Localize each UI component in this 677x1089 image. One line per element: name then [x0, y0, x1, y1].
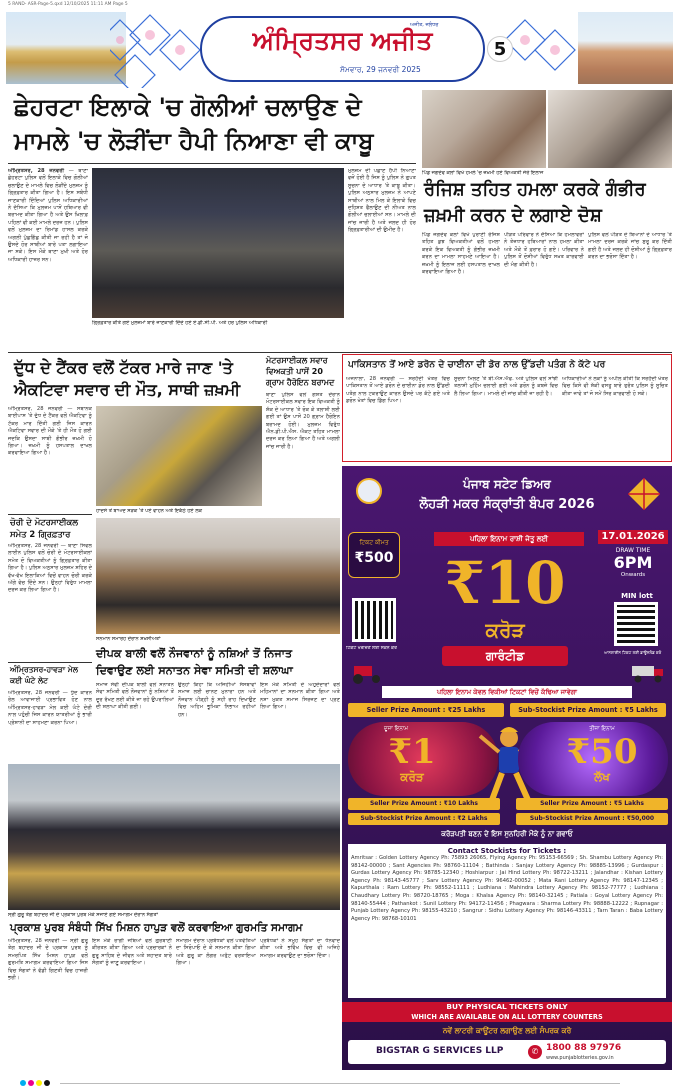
- draw-onwards: Onwards: [620, 572, 646, 578]
- masthead-title: ਅੰਮ੍ਰਿਤਸਰ ਅਜੀਤ: [252, 26, 433, 55]
- story1-body-col2: ਮੁਲਜ਼ਮ ਦੀ ਪਛਾਣ ਹੈਪੀ ਨਿਆਣਾ ਵਜੋਂ ਹੋਈ ਹੈ ਜਿਸ ਨੂੰ ਪੁਲਿਸ ਨੇ ਗੁਪਤ ਸੂਚਨਾ ਦੇ ਆਧਾਰ 'ਤੇ ਕਾਬੂ ਕੀਤਾ। ਪੁਲਿਸ ਅਨੁਸਾਰ ਮੁਲਜ਼ਮ ਨੇ ਆਪਣੇ ਸਾਥੀਆਂ ਨਾਲ ਮਿਲ ਕੇ ਇਲਾਕੇ ਵਿਚ ਦਹਿਸ਼ਤ ਫੈਲਾਉਣ ਦੀ ਨੀਅਤ ਨਾਲ ਗੋਲੀਆਂ ਚਲਾਈਆਂ ਸਨ। ਮਾਮਲੇ ਦੀ ਜਾਂਚ ਜਾਰੀ ਹੈ ਅਤੇ ਜਲਦ ਹੀ ਹੋਰ ਗ੍ਰਿਫ਼ਤਾਰੀਆਂ ਦੀ ਉਮੀਦ ਹੈ।: [348, 168, 416, 234]
- story1-caption: ਗ੍ਰਿਫ਼ਤਾਰ ਕੀਤੇ ਗਏ ਮੁਲਜ਼ਮਾਂ ਬਾਰੇ ਜਾਣਕਾਰੀ ਦਿੰਦੇ ਹੋਏ ਏ.ਡੀ.ਸੀ.ਪੀ. ਅਤੇ ਹੋਰ ਪੁਲਿਸ ਅਧਿਕਾਰੀ: [92, 320, 268, 326]
- stockists-title: Contact Stockists for Tickets :: [447, 847, 567, 855]
- decorative-pattern-right: [505, 10, 585, 88]
- stockist-prize-3: Sub-Stockist Prize Amount : ₹50,000: [516, 813, 668, 825]
- registration-bar: [0, 1078, 677, 1089]
- story6-rule: [8, 514, 92, 515]
- masthead-date: ਸੋਮਵਾਰ, 29 ਜਨਵਰੀ 2025: [340, 65, 421, 74]
- story7-body-col1: ਸਮਾਜ ਸੇਵੀ ਦੀਪਕ ਬਾਲੀ ਵਲੋਂ ਸਨਾਤਨ ਸੇਵਾ ਸਮਿਤੀ ਵਲੋਂ ਨੌਜਵਾਨਾਂ ਨੂੰ ਨਸ਼ਿਆਂ ਤੋਂ ਦੂਰ ਰੱਖਣ ਲਈ ਕੀਤੇ ਜਾ ਰਹੇ ਉਪਰਾਲਿਆਂ ਦੀ ਸ਼ਲਾਘਾ ਕੀਤੀ ਗਈ।: [96, 682, 174, 711]
- story1-headline-line1: ਛੇਹਰਟਾ ਇਲਾਕੇ 'ਚ ਗੋਲੀਆਂ ਚਲਾਉਣ ਦੇ: [14, 93, 362, 121]
- first-prize-amount: [412, 548, 598, 618]
- story2-caption: ਪਿੰਡ ਜਗਦੇਵ ਕਲਾਂ ਵਿਖੇ ਹਮਲੇ 'ਚ ਜ਼ਖ਼ਮੀ ਹੋਏ ਵਿਅਕਤੀ ਜੇਰੇ ਇਲਾਜ: [422, 170, 544, 176]
- stockists-list: Amritsar : Golden Lottery Agency Ph: 75893 26065, Flying Agency Ph: 95153-66569 ; Sh. Shambu Lottery Agency Ph: 98142-00000 ; Sant Agencies Ph: 98760-11104 ; Bathinda : Sanjay Lottery Agency Ph: 98885-13996 ; Gurdaspur : Gurdas Lottery Agency Ph: 98785-12340 ; Hoshiarpur : Jai Hind Lottery Ph: 98722-13211 ; Jalandhar : Kishan Lottery Agency Ph: 98143-45777 ; Sarv Lottery Agency Ph: 96462-00052 ; Mata Rani Lottery Agency Ph: 98147-12345 ; Kapurthala : Ram Lottery Ph: 98552-11111 ; Ludhiana : Mahindra Lottery Agency Ph: 98152-77777 ; Ludhiana : Chaudhary Lottery Ph: 98720-18765 ; Moga : Khalsa Agency Ph: 98140-32145 ; Patiala : Goyal Lottery Agency Ph: 98140-55444 ; Pathankot : Sunil Lottery Ph: 94172-11456 ; Phagwara : Sharma Lottery Ph: 98888-12222 ; Rupnagar : Punjab Lottery Agency Ph: 98155-43210 ; Sangrur : Sidhu Lottery Agency Ph: 98146-43311 ; Tarn Taran : Baba Lottery Agency Ph: 98768-10101: [351, 855, 663, 922]
- story3-headline-line1: ਦੁੱਧ ਦੇ ਟੈਂਕਰ ਵਲੋਂ ਟੱਕਰ ਮਾਰੇ ਜਾਣ 'ਤੇ: [14, 358, 233, 377]
- story6-body: ਅੰਮ੍ਰਿਤਸਰ, 28 ਜਨਵਰੀ — ਥਾਣਾ ਸਿਵਲ ਲਾਈਨ ਪੁਲਿਸ ਵਲੋਂ ਚੋਰੀ ਦੇ ਮੋਟਰਸਾਈਕਲਾਂ ਸਮੇਤ ਦੋ ਵਿਅਕਤੀਆਂ ਨੂੰ ਗ੍ਰਿਫ਼ਤਾਰ ਕੀਤਾ ਗਿਆ ਹੈ। ਪੁਲਿਸ ਅਨੁਸਾਰ ਮੁਲਜ਼ਮ ਸ਼ਹਿਰ ਦੇ ਵੱਖ-ਵੱਖ ਇਲਾਕਿਆਂ ਵਿਚੋਂ ਵਾਹਨ ਚੋਰੀ ਕਰਕੇ ਅੱਗੇ ਵੇਚ ਦਿੰਦੇ ਸਨ। ਉਨ੍ਹਾਂ ਵਿਰੁੱਧ ਮਾਮਲਾ ਦਰਜ ਕਰ ਲਿਆ ਗਿਆ ਹੈ।: [8, 543, 92, 594]
- story7-body-col2: ਉਨ੍ਹਾਂ ਕਿਹਾ ਕਿ ਅਜਿਹੀਆਂ ਸੰਸਥਾਵਾਂ ਸਮਾਜ ਲਈ ਚਾਨਣ ਮੁਨਾਰਾ ਹਨ ਅਤੇ ਨੌਜਵਾਨ ਪੀੜ੍ਹੀ ਨੂੰ ਸਹੀ ਰਾਹ ਦਿਖਾਉਣ ਵਿਚ ਅਹਿਮ ਭੂਮਿਕਾ ਨਿਭਾਅ ਰਹੀਆਂ ਹਨ।: [178, 682, 256, 718]
- golden-temple-image: [6, 12, 126, 84]
- ticket-price-badge: [348, 532, 400, 578]
- qr-label: ਟਿਕਟ ਖਰੀਦਣ ਲਈ ਸਕੈਨ ਕਰੋ: [346, 646, 397, 651]
- first-prize-banner: ਪਹਿਲਾ ਇਨਾਮ ਰਾਸ਼ੀ ਜੇਤੂ ਲਈ: [434, 532, 584, 546]
- counter-line: ਨਵੇਂ ਲਾਟਰੀ ਕਾਊਂਟਰ ਲਗਾਉਣ ਲਈ ਸੰਪਰਕ ਕਰੋ: [442, 1026, 572, 1035]
- guaranteed-ribbon: ਗਾਰੰਟੀਡ: [442, 646, 568, 666]
- story9-body-col3: ਸਮਾਗਮ ਦੌਰਾਨ ਪ੍ਰਬੰਧਕਾਂ ਵਲੋਂ ਪਤਵੰਤਿਆਂ ਦਾ ਸਿਰੋਪਾਓ ਦੇ ਕੇ ਸਨਮਾਨ ਕੀਤਾ ਗਿਆ ਅਤੇ ਗੁਰੂ ਕਾ ਲੰਗਰ ਅਤੁੱਟ ਵਰਤਾਇਆ ਗਿਆ।: [176, 938, 256, 967]
- ad-title-line2: ਲੋਹੜੀ ਮਕਰ ਸੰਕ੍ਰਾਂਤੀ ਬੰਪਰ 2026: [419, 497, 595, 512]
- buy-physical-line2: WHICH ARE AVAILABLE ON ALL LOTTERY COUNTERS: [342, 1012, 672, 1022]
- story5-headline: ਪਾਕਿਸਤਾਨ ਤੋਂ ਆਏ ਡਰੋਨ ਦੇ ਚਾਈਨਾ ਦੀ ਡੋਰ ਨਾਲ ਉੱਡਦੀ ਪਤੰਗ ਨੇ ਕੱਟੇ ਪਰ: [348, 359, 606, 370]
- story2-photo-left: [422, 90, 546, 168]
- story7-body-col3: ਇਸ ਮੌਕੇ ਸਮਿਤੀ ਦੇ ਅਹੁਦੇਦਾਰਾਂ ਵਲੋਂ ਮਹਿਮਾਨਾਂ ਦਾ ਸਨਮਾਨ ਕੀਤਾ ਗਿਆ ਅਤੇ ਨਸ਼ਾ ਮੁਕਤ ਸਮਾਜ ਸਿਰਜਣ ਦਾ ਪ੍ਰਣ ਲਿਆ ਗਿਆ।: [260, 682, 340, 711]
- second-prize-badge: ਦੂਜਾ ਇਨਾਮ: [384, 726, 408, 732]
- stockists-panel: [348, 844, 666, 998]
- decorative-pattern-left: [110, 10, 210, 88]
- story6-headline-line1: ਚੋਰੀ ਦੇ ਮੋਟਰਸਾਈਕਲ: [10, 517, 78, 527]
- story7-headline-line1: ਦੀਪਕ ਬਾਲੀ ਵਲੋਂ ਨੌਜਵਾਨਾਂ ਨੂੰ ਨਸ਼ਿਆਂ ਤੋਂ ਨਿਜਾਤ: [96, 647, 293, 660]
- second-prize-value: ₹1: [388, 732, 436, 772]
- story1-dateline: ਅੰਮ੍ਰਿਤਸਰ, 28 ਜਨਵਰੀ: [8, 168, 65, 174]
- seller-prize-1: Seller Prize Amount : ₹25 Lakhs: [348, 703, 504, 717]
- first-prize-unit: ਕਰੋੜ: [485, 618, 525, 642]
- story5-body-col2: ਸੂਚਨਾ ਮਿਲਣ 'ਤੇ ਬੀ.ਐਸ.ਐਫ. ਅਤੇ ਪੁਲਿਸ ਵਲੋਂ ਸਾਂਝੀ ਤਲਾਸ਼ੀ ਮੁਹਿੰਮ ਚਲਾਈ ਗਈ ਅਤੇ ਡਰੋਨ ਨੂੰ ਕਬਜ਼ੇ ਵਿਚ ਲੈ ਲਿਆ ਗਿਆ। ਮਾਮਲੇ ਦੀ ਜਾਂਚ ਕੀਤੀ ਜਾ ਰਹੀ ਹੈ।: [454, 376, 558, 397]
- phone-icon: ✆: [528, 1045, 542, 1059]
- third-prize-value: ₹50: [566, 732, 638, 772]
- draw-date: 17.01.2026: [598, 530, 668, 544]
- story9-body-col1: ਅੰਮ੍ਰਿਤਸਰ, 28 ਜਨਵਰੀ — ਸ੍ਰੀ ਗੁਰੂ ਤੇਗ ਬਹਾਦਰ ਜੀ ਦੇ ਪ੍ਰਕਾਸ਼ ਪੁਰਬ ਨੂੰ ਸਮਰਪਿਤ ਸਿੱਖ ਮਿਸ਼ਨ ਹਾਪੁੜ ਵਲੋਂ ਗੁਰਮਤਿ ਸਮਾਗਮ ਕਰਵਾਇਆ ਗਿਆ ਜਿਸ ਵਿਚ ਸੰਗਤਾਂ ਨੇ ਵੱਡੀ ਗਿਣਤੀ ਵਿਚ ਹਾਜ਼ਰੀ ਭਰੀ।: [8, 938, 88, 982]
- prize-note: ਪਹਿਲਾ ਇਨਾਮ ਕੇਵਲ ਵਿਕੀਆਂ ਟਿਕਟਾਂ ਵਿਚੋਂ ਕੱਢਿਆ ਜਾਵੇਗਾ: [382, 686, 632, 698]
- tractor-icon: [350, 662, 386, 684]
- story4-headline-line2: ਵਿਅਕਤੀ ਪਾਸੋਂ 20: [266, 367, 323, 376]
- crorepati-line: ਕਰੋੜਪਤੀ ਬਣਨ ਦੇ ਇਸ ਸੁਨਹਿਰੀ ਮੌਕੇ ਨੂੰ ਨਾ ਗਵਾਓ: [441, 830, 573, 838]
- buy-physical-line1: BUY PHYSICAL TICKETS ONLY: [342, 1002, 672, 1012]
- story9-headline: ਪ੍ਰਕਾਸ਼ ਪੁਰਬ ਸੰਬੰਧੀ ਸਿੱਖ ਮਿਸ਼ਨ ਹਾਪੁੜ ਵਲੋਂ ਕਰਵਾਇਆ ਗੁਰਮਤਿ ਸਮਾਗਮ: [10, 922, 303, 934]
- third-prize-unit: ਲੱਖ: [594, 770, 610, 784]
- draw-time-label: DRAW TIME: [615, 547, 651, 554]
- agency-name: BIGSTAR G SERVICES LLP: [376, 1046, 504, 1056]
- story2-headline-line2: ਜ਼ਖ਼ਮੀ ਕਰਨ ਦੇ ਲਗਾਏ ਦੋਸ਼: [424, 205, 602, 226]
- stockist-prize-2: Sub-Stockist Prize Amount : ₹2 Lakhs: [348, 813, 500, 825]
- ticket-price-label: ਟਿਕਟ ਕੀਮਤ: [359, 539, 389, 546]
- story7-caption: ਸਨਮਾਨ ਸਮਾਰੋਹ ਦੌਰਾਨ ਸ਼ਖ਼ਸੀਅਤਾਂ: [96, 636, 161, 642]
- lottery-ad: [342, 466, 672, 1070]
- story8-body: ਅੰਮ੍ਰਿਤਸਰ, 28 ਜਨਵਰੀ — ਧੁੰਦ ਕਾਰਨ ਰੇਲ ਆਵਾਜਾਈ ਪ੍ਰਭਾਵਿਤ ਹੋਣ ਨਾਲ ਅੰਮ੍ਰਿਤਸਰ-ਹਾਵੜਾ ਮੇਲ ਕਈ ਘੰਟੇ ਦੇਰੀ ਨਾਲ ਪਹੁੰਚੀ ਜਿਸ ਕਾਰਨ ਯਾਤਰੀਆਂ ਨੂੰ ਭਾਰੀ ਪ੍ਰੇਸ਼ਾਨੀ ਦਾ ਸਾਹਮਣਾ ਕਰਨਾ ਪਿਆ।: [8, 690, 92, 726]
- story2-body-col2: ਪੀੜਤ ਪਰਿਵਾਰ ਨੇ ਦੱਸਿਆ ਕਿ ਹਮਲਾਵਰਾਂ ਨੇ ਤੇਜ਼ਧਾਰ ਹਥਿਆਰਾਂ ਨਾਲ ਹਮਲਾ ਕੀਤਾ ਅਤੇ ਮੌਕੇ ਤੋਂ ਫ਼ਰਾਰ ਹੋ ਗਏ। ਪਰਿਵਾਰ ਨੇ ਪੁਲਿਸ ਤੋਂ ਦੋਸ਼ੀਆਂ ਵਿਰੁੱਧ ਸਖ਼ਤ ਕਾਰਵਾਈ ਦੀ ਮੰਗ ਕੀਤੀ ਹੈ।: [504, 232, 584, 268]
- agency-bar: [348, 1040, 666, 1064]
- masthead-edition-tag: ਅਜੀਤ, ਜਲੰਧਰ: [410, 22, 439, 28]
- story7-photo: [96, 518, 340, 634]
- story9-caption: ਸ੍ਰੀ ਗੁਰੂ ਤੇਗ ਬਹਾਦਰ ਜੀ ਦੇ ਪ੍ਰਕਾਸ਼ ਪੁਰਬ ਮੌਕੇ ਸਜਾਏ ਗਏ ਸਮਾਗਮ ਦੌਰਾਨ ਸੰਗਤਾਂ: [8, 912, 158, 918]
- heritage-building-image: [578, 12, 673, 84]
- story3-caption: ਹਾਦਸੇ ਤੋਂ ਬਾਅਦ ਸੜਕ 'ਤੇ ਪਏ ਵਾਹਨ ਅਤੇ ਇਕੱਠੇ ਹੋਏ ਲੋਕ: [96, 508, 203, 514]
- story2-body-col3: ਪੁਲਿਸ ਵਲੋਂ ਪੀੜਤ ਦੇ ਬਿਆਨਾਂ ਦੇ ਆਧਾਰ 'ਤੇ ਮਾਮਲਾ ਦਰਜ ਕਰਕੇ ਜਾਂਚ ਸ਼ੁਰੂ ਕਰ ਦਿੱਤੀ ਗਈ ਹੈ ਅਤੇ ਜਲਦ ਹੀ ਦੋਸ਼ੀਆਂ ਨੂੰ ਗ੍ਰਿਫ਼ਤਾਰ ਕਰਨ ਦਾ ਭਰੋਸਾ ਦਿੱਤਾ ਹੈ।: [588, 232, 672, 261]
- story9-body-col2: ਇਸ ਮੌਕੇ ਰਾਗੀ ਜਥਿਆਂ ਵਲੋਂ ਗੁਰਬਾਣੀ ਕੀਰਤਨ ਕੀਤਾ ਗਿਆ ਅਤੇ ਪ੍ਰਚਾਰਕਾਂ ਨੇ ਗੁਰੂ ਸਾਹਿਬ ਦੇ ਜੀਵਨ ਅਤੇ ਸ਼ਹਾਦਤ ਬਾਰੇ ਸੰਗਤਾਂ ਨੂੰ ਜਾਣੂ ਕਰਵਾਇਆ।: [92, 938, 172, 967]
- story7-headline-line2: ਦਿਵਾਉਣ ਲਈ ਸਨਾਤਨ ਸੇਵਾ ਸਮਿਤੀ ਦੀ ਸ਼ਲਾਘਾ: [96, 664, 293, 677]
- kite-icon: [624, 476, 664, 516]
- story6-headline-line2: ਸਮੇਤ 2 ਗ੍ਰਿਫ਼ਤਾਰ: [10, 529, 71, 539]
- story8-headline-line2: ਕਈ ਘੰਟੇ ਲੇਟ: [10, 676, 49, 685]
- cmyk-swatch-m: [28, 1080, 34, 1086]
- cmyk-swatch-c: [20, 1080, 26, 1086]
- row2-rule: [8, 352, 672, 353]
- app-qr-code: [614, 602, 658, 646]
- ticket-price-value: ₹500: [354, 550, 394, 566]
- app-label: ਆਨਲਾਈਨ ਟਿਕਟ ਲਈ ਡਾਊਨਲੋਡ ਕਰੋ: [604, 650, 662, 655]
- story4-headline-line1: ਮੋਟਰਸਾਈਕਲ ਸਵਾਰ: [266, 356, 328, 365]
- seller-prize-3: Seller Prize Amount : ₹5 Lakhs: [516, 798, 668, 810]
- print-slug: 5 RAND- ASR-Page-5.qxd 12/10/2025 11:11 AM Page 5: [8, 2, 128, 7]
- story4-headline-line3: ਗ੍ਰਾਮ ਹੈਰੋਇਨ ਬਰਾਮਦ: [266, 378, 335, 387]
- story3-photo: [96, 406, 262, 506]
- masthead: [0, 10, 677, 88]
- story1-body-col1: ਅੰਮ੍ਰਿਤਸਰ, 28 ਜਨਵਰੀ — ਥਾਣਾ ਛੇਹਰਟਾ ਪੁਲਿਸ ਵਲੋਂ ਇਲਾਕੇ ਵਿਚ ਗੋਲੀਆਂ ਚਲਾਉਣ ਦੇ ਮਾਮਲੇ ਵਿਚ ਲੋੜੀਂਦੇ ਮੁਲਜ਼ਮ ਨੂੰ ਗ੍ਰਿਫ਼ਤਾਰ ਕੀਤਾ ਗਿਆ ਹੈ। ਇਸ ਸਬੰਧੀ ਜਾਣਕਾਰੀ ਦਿੰਦਿਆਂ ਪੁਲਿਸ ਅਧਿਕਾਰੀਆਂ ਨੇ ਦੱਸਿਆ ਕਿ ਮੁਲਜ਼ਮ ਪਾਸੋਂ ਹਥਿਆਰ ਵੀ ਬਰਾਮਦ ਕੀਤਾ ਗਿਆ ਹੈ ਅਤੇ ਉਸ ਖ਼ਿਲਾਫ਼ ਪਹਿਲਾਂ ਵੀ ਕਈ ਮਾਮਲੇ ਦਰਜ ਹਨ। ਪੁਲਿਸ ਵਲੋਂ ਮੁਲਜ਼ਮ ਦਾ ਰਿਮਾਂਡ ਹਾਸਲ ਕਰਕੇ ਅਗਲੀ ਪੁੱਛਗਿੱਛ ਕੀਤੀ ਜਾ ਰਹੀ ਹੈ ਤਾਂ ਜੋ ਉਸਦੇ ਹੋਰ ਸਾਥੀਆਂ ਬਾਰੇ ਪਤਾ ਲਗਾਇਆ ਜਾ ਸਕੇ। ਇਸ ਮੌਕੇ ਥਾਣਾ ਮੁਖੀ ਅਤੇ ਹੋਰ ਅਧਿਕਾਰੀ ਹਾਜ਼ਰ ਸਨ।: [8, 168, 88, 263]
- story3-body-col1: ਅੰਮ੍ਰਿਤਸਰ, 28 ਜਨਵਰੀ — ਸਥਾਨਕ ਬਾਈਪਾਸ 'ਤੇ ਦੁੱਧ ਦੇ ਟੈਂਕਰ ਵਲੋਂ ਐਕਟਿਵਾ ਨੂੰ ਟੱਕਰ ਮਾਰ ਦਿੱਤੀ ਗਈ ਜਿਸ ਕਾਰਨ ਐਕਟਿਵਾ ਸਵਾਰ ਦੀ ਮੌਕੇ 'ਤੇ ਹੀ ਮੌਤ ਹੋ ਗਈ ਜਦਕਿ ਉਸਦਾ ਸਾਥੀ ਗੰਭੀਰ ਜ਼ਖ਼ਮੀ ਹੋ ਗਿਆ। ਜ਼ਖ਼ਮੀ ਨੂੰ ਹਸਪਤਾਲ ਦਾਖਲ ਕਰਵਾਇਆ ਗਿਆ ਹੈ।: [8, 406, 92, 457]
- ad-title-line1: ਪੰਜਾਬ ਸਟੇਟ ਡਿਅਰ: [463, 477, 551, 491]
- second-prize-unit: ਕਰੋੜ: [400, 770, 424, 784]
- third-prize-badge: ਤੀਜਾ ਇਨਾਮ: [589, 726, 615, 732]
- cmyk-swatch-k: [44, 1080, 50, 1086]
- story1-photo: [92, 168, 344, 318]
- helpline-number: 1800 88 97976: [546, 1043, 622, 1053]
- story2-photo-right: [548, 90, 672, 168]
- story9-photo: [8, 764, 340, 910]
- story9-body-col4: ਪ੍ਰਬੰਧਕਾਂ ਨੇ ਸਮੂਹ ਸੰਗਤਾਂ ਦਾ ਧੰਨਵਾਦ ਕੀਤਾ ਅਤੇ ਭਵਿੱਖ ਵਿਚ ਵੀ ਅਜਿਹੇ ਸਮਾਗਮ ਕਰਵਾਉਣ ਦਾ ਭਰੋਸਾ ਦਿੱਤਾ।: [260, 938, 340, 959]
- registration-rule: [60, 1083, 620, 1084]
- website: www.punjablotteries.gov.in: [546, 1055, 614, 1061]
- draw-time: 6PM: [613, 553, 653, 572]
- cmyk-swatch-y: [36, 1080, 42, 1086]
- story3-headline-line2: ਐਕਟਿਵਾ ਸਵਾਰ ਦੀ ਮੌਤ, ਸਾਥੀ ਜ਼ਖ਼ਮੀ: [14, 380, 241, 399]
- story4-body: ਥਾਣਾ ਪੁਲਿਸ ਵਲੋਂ ਗਸ਼ਤ ਦੌਰਾਨ ਮੋਟਰਸਾਈਕਲ ਸਵਾਰ ਇਕ ਵਿਅਕਤੀ ਨੂੰ ਸ਼ੱਕ ਦੇ ਆਧਾਰ 'ਤੇ ਰੋਕ ਕੇ ਤਲਾਸ਼ੀ ਲਈ ਗਈ ਤਾਂ ਉਸ ਪਾਸੋਂ 20 ਗ੍ਰਾਮ ਹੈਰੋਇਨ ਬਰਾਮਦ ਹੋਈ। ਮੁਲਜ਼ਮ ਵਿਰੁੱਧ ਐਨ.ਡੀ.ਪੀ.ਐਸ. ਐਕਟ ਤਹਿਤ ਮਾਮਲਾ ਦਰਜ ਕਰ ਲਿਆ ਗਿਆ ਹੈ ਅਤੇ ਅਗਲੀ ਜਾਂਚ ਜਾਰੀ ਹੈ।: [266, 392, 340, 450]
- story5-body-col3: ਅਧਿਕਾਰੀਆਂ ਨੇ ਲੋਕਾਂ ਨੂੰ ਅਪੀਲ ਕੀਤੀ ਕਿ ਸਰਹੱਦੀ ਖੇਤਰ ਵਿਚ ਕਿਸੇ ਵੀ ਸ਼ੱਕੀ ਵਸਤੂ ਬਾਰੇ ਤੁਰੰਤ ਪੁਲਿਸ ਨੂੰ ਸੂਚਿਤ ਕੀਤਾ ਜਾਵੇ ਤਾਂ ਜੋ ਸਮੇਂ ਸਿਰ ਕਾਰਵਾਈ ਹੋ ਸਕੇ।: [562, 376, 668, 397]
- stockist-prize-1: Sub-Stockist Prize Amount : ₹5 Lakhs: [510, 703, 666, 717]
- app-logo: MIN lott: [621, 592, 653, 600]
- story2-headline-line1: ਰੰਜਿਸ਼ ਤਹਿਤ ਹਮਲਾ ਕਰਕੇ ਗੰਭੀਰ: [424, 179, 646, 200]
- first-prize-value: ₹10: [444, 549, 566, 617]
- page-number: [487, 36, 513, 62]
- qr-code: [352, 598, 396, 642]
- story5-body-col1: ਅਜਨਾਲਾ, 28 ਜਨਵਰੀ — ਸਰਹੱਦੀ ਖੇਤਰ ਵਿਚ ਪਾਕਿਸਤਾਨ ਤੋਂ ਆਏ ਡਰੋਨ ਦੇ ਚਾਈਨਾ ਡੋਰ ਨਾਲ ਉੱਡਦੀ ਪਤੰਗ ਨਾਲ ਟਕਰਾਉਣ ਕਾਰਨ ਉਸਦੇ ਪਰ ਕੱਟੇ ਗਏ ਅਤੇ ਡਰੋਨ ਖੇਤਾਂ ਵਿਚ ਡਿੱਗ ਪਿਆ।: [346, 376, 450, 405]
- story8-headline-line1: ਅੰਮ੍ਰਿਤਸਰ-ਹਾਵੜਾ ਮੇਲ: [10, 665, 78, 674]
- story1-rule: [8, 163, 416, 164]
- seller-prize-2: Seller Prize Amount : ₹10 Lakhs: [348, 798, 500, 810]
- page-number-value: 5: [493, 39, 507, 60]
- truck-icon: [630, 662, 666, 684]
- story1-headline-line2: ਮਾਮਲੇ 'ਚ ਲੋੜੀਂਦਾ ਹੈਪੀ ਨਿਆਣਾ ਵੀ ਕਾਬੂ: [14, 127, 374, 155]
- draw-date-box: [598, 530, 668, 588]
- story8-rule: [8, 662, 92, 663]
- story2-body-col1: ਪਿੰਡ ਜਗਦੇਵ ਕਲਾਂ ਵਿਖੇ ਪੁਰਾਣੀ ਰੰਜਿਸ਼ ਤਹਿਤ ਕੁਝ ਵਿਅਕਤੀਆਂ ਵਲੋਂ ਹਮਲਾ ਕਰਕੇ ਇਕ ਵਿਅਕਤੀ ਨੂੰ ਗੰਭੀਰ ਜ਼ਖ਼ਮੀ ਕਰਨ ਦਾ ਮਾਮਲਾ ਸਾਹਮਣੇ ਆਇਆ ਹੈ। ਜ਼ਖ਼ਮੀ ਨੂੰ ਇਲਾਜ ਲਈ ਹਸਪਤਾਲ ਦਾਖਲ ਕਰਵਾਇਆ ਗਿਆ ਹੈ।: [422, 232, 500, 276]
